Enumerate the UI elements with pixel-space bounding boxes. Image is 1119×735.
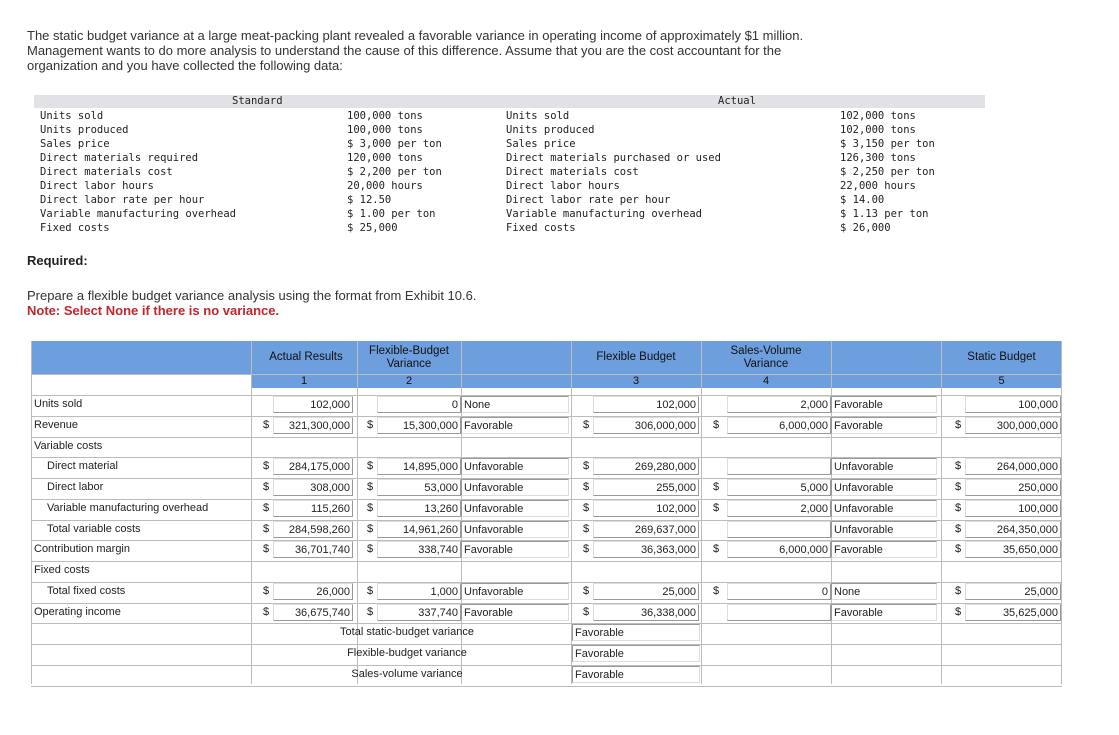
given-data-table [34,95,985,240]
row-label-units_sold: Units sold [34,398,83,410]
col-number-1: 1 [300,375,308,387]
static-input-direct_material[interactable]: 264,000,000 [965,458,1061,475]
data-cell: $ 25,000 [347,222,398,234]
svv-select-tfc[interactable]: None [831,583,937,600]
dollar-sign: $ [367,543,374,555]
actual-input-oi[interactable]: 36,675,740 [273,604,353,621]
dollar-sign: $ [367,523,374,535]
dollar-sign: $ [263,460,270,472]
svv-input-direct_material[interactable] [727,458,831,475]
svv-select-revenue[interactable]: Favorable [831,417,937,434]
summary-select[interactable]: Favorable [572,645,700,662]
svv-input-units_sold[interactable]: 2,000 [727,396,831,413]
data-cell: Direct labor hours [506,180,620,192]
data-cell: $ 2,200 per ton [347,166,442,178]
dollar-sign: $ [955,523,962,535]
svv-select-tvc[interactable]: Unfavorable [831,521,937,538]
fbv-select-direct_material[interactable]: Unfavorable [461,458,569,475]
dollar-sign: $ [583,502,590,514]
header-static-budget: Static Budget [967,351,1036,363]
data-cell: 102,000 tons [840,110,916,122]
data-cell: Variable manufacturing overhead [506,208,702,220]
dollar-sign: $ [955,606,962,618]
header-fbv-line-1: Flexible-Budget [369,345,449,357]
actual-input-units_sold[interactable]: 102,000 [273,396,353,413]
row-label-direct_material: Direct material [47,460,118,472]
row-label-tvc: Total variable costs [47,523,141,535]
dollar-sign: $ [713,585,720,597]
fbv-input-cm[interactable]: 338,740 [377,541,461,558]
data-cell: $ 12.50 [347,194,392,206]
grid-header-bar [31,341,1062,374]
dollar-sign: $ [367,502,374,514]
header-sales-volume-variance [701,345,831,371]
fbv-input-oi[interactable]: 337,740 [377,604,461,621]
row-label-variable_costs: Variable costs [34,440,103,452]
dollar-sign: $ [583,543,590,555]
actual-input-tfc[interactable]: 26,000 [273,583,353,600]
header-actual-results: Actual Results [269,351,343,363]
svv-select-vmo[interactable]: Unfavorable [831,500,937,517]
dollar-sign: $ [955,585,962,597]
svv-select-direct_labor[interactable]: Unfavorable [831,479,937,496]
summary-label: Flexible-budget variance [347,647,467,659]
data-cell: Direct materials cost [506,166,639,178]
grid-vline [251,341,252,684]
col-number-3: 3 [632,375,640,387]
flex-input-direct_material[interactable]: 269,280,000 [593,458,699,475]
svv-input-vmo[interactable]: 2,000 [727,500,831,517]
grid-hline [31,644,1062,645]
grid-vline [941,341,942,684]
fbv-input-vmo[interactable]: 13,260 [377,500,461,517]
header-fbv-line-2: Variance [386,358,432,370]
summary-label: Total static-budget variance [340,626,474,638]
fbv-input-units_sold[interactable]: 0 [377,396,461,413]
grid-vline [31,341,32,684]
svv-input-tfc[interactable]: 0 [727,583,831,600]
svv-input-revenue[interactable]: 6,000,000 [727,417,831,434]
col-number-5: 5 [998,375,1005,387]
fbv-select-oi[interactable]: Favorable [461,604,569,621]
dollar-sign: $ [583,606,590,618]
flex-input-vmo[interactable]: 102,000 [593,500,699,517]
data-cell: Variable manufacturing overhead [40,208,236,220]
dollar-sign: $ [367,606,374,618]
dollar-sign: $ [367,419,374,431]
fbv-input-direct_material[interactable]: 14,895,000 [377,458,461,475]
actual-header: Actual [718,95,756,107]
data-cell: $ 3,000 per ton [347,138,442,150]
data-cell: $ 1.13 per ton [840,208,929,220]
data-cell: Direct materials cost [40,166,173,178]
col-number-4: 4 [762,375,770,387]
standard-values [347,109,442,235]
data-cell: Sales price [506,138,576,150]
given-data-header [34,95,985,108]
data-cell: Direct materials required [40,152,199,164]
fbv-select-units_sold[interactable]: None [461,396,569,413]
data-cell: Direct labor rate per hour [40,194,205,206]
fbv-input-revenue[interactable]: 15,300,000 [377,417,461,434]
data-cell: Sales price [40,138,110,150]
svv-select-units_sold[interactable]: Favorable [831,396,937,413]
fbv-select-tvc[interactable]: Unfavorable [461,521,569,538]
data-cell: $ 26,000 [840,222,891,234]
flex-input-cm[interactable]: 36,363,000 [593,541,699,558]
row-label-fixed_costs: Fixed costs [34,564,90,576]
data-cell: Direct labor hours [40,180,154,192]
grid-hline [31,561,1062,562]
data-cell: Units produced [506,124,595,136]
header-flexible-budget-variance [359,345,459,371]
actual-input-revenue[interactable]: 321,300,000 [273,417,353,434]
dollar-sign: $ [263,419,270,431]
dollar-sign: $ [367,460,374,472]
dollar-sign: $ [263,606,270,618]
static-input-tfc[interactable]: 25,000 [965,583,1061,600]
flex-input-tvc[interactable]: 269,637,000 [593,521,699,538]
data-cell: 22,000 hours [840,180,916,192]
row-label-vmo: Variable manufacturing overhead [47,502,209,514]
fbv-select-cm[interactable]: Favorable [461,541,569,558]
header-flexible-budget: Flexible Budget [596,351,676,363]
actual-input-vmo[interactable]: 115,260 [273,500,353,517]
svv-input-cm[interactable]: 6,000,000 [727,541,831,558]
flex-input-units_sold[interactable]: 102,000 [593,396,699,413]
grid-hline [31,665,1062,666]
dollar-sign: $ [955,543,962,555]
dollar-sign: $ [583,481,590,493]
flex-input-tfc[interactable]: 25,000 [593,583,699,600]
svv-input-direct_labor[interactable]: 5,000 [727,479,831,496]
dollar-sign: $ [263,523,270,535]
data-cell: 126,300 tons [840,152,916,164]
standard-header: Standard [232,95,283,107]
data-cell: Fixed costs [506,222,576,234]
dollar-sign: $ [713,502,720,514]
grid-hline [31,437,1062,438]
instruction-text: Prepare a flexible budget variance analysis using the format from Exhibit 10.6. [27,288,477,303]
summary-select[interactable]: Favorable [572,666,700,683]
row-label-cm: Contribution margin [34,543,130,555]
intro-line-1: The static budget variance at a large meat-packing plant revealed a favorable variance in operating income of approximately $1 million. [27,28,804,43]
static-input-units_sold[interactable]: 100,000 [965,396,1061,413]
dollar-sign: $ [367,585,374,597]
svv-select-direct_material[interactable]: Unfavorable [831,458,937,475]
data-cell: Fixed costs [40,222,110,234]
fbv-input-direct_labor[interactable]: 53,000 [377,479,461,496]
note-text: Note: Select None if there is no variance. [27,303,280,318]
svv-input-oi[interactable] [727,604,831,621]
actual-input-cm[interactable]: 36,701,740 [273,541,353,558]
row-label-oi: Operating income [34,606,121,618]
dollar-sign: $ [955,481,962,493]
data-cell: Units produced [40,124,129,136]
actual-labels [506,109,721,235]
data-cell: $ 14.00 [840,194,885,206]
dollar-sign: $ [263,543,270,555]
fbv-input-tvc[interactable]: 14,961,260 [377,521,461,538]
intro-line-2: Management wants to do more analysis to understand the cause of this difference. Assume that you are the cost accountant for the [27,43,782,58]
flex-input-direct_labor[interactable]: 255,000 [593,479,699,496]
dollar-sign: $ [713,481,720,493]
grid-hline [31,686,1062,687]
actual-values [840,109,935,235]
fbv-select-direct_labor[interactable]: Unfavorable [461,479,569,496]
static-input-vmo[interactable]: 100,000 [965,500,1061,517]
data-cell: 20,000 hours [347,180,423,192]
grid-hline [31,623,1062,624]
data-cell: 100,000 tons [347,110,423,122]
fbv-select-tfc[interactable]: Unfavorable [461,583,569,600]
dollar-sign: $ [583,419,590,431]
svv-select-oi[interactable]: Favorable [831,604,937,621]
grid-vline [701,341,702,684]
dollar-sign: $ [955,419,962,431]
required-heading: Required: [27,253,88,268]
data-cell: $ 1.00 per ton [347,208,436,220]
dollar-sign: $ [263,481,270,493]
variance-analysis-grid [31,341,1062,684]
static-input-revenue[interactable]: 300,000,000 [965,417,1061,434]
data-cell: Direct labor rate per hour [506,194,671,206]
static-input-oi[interactable]: 35,625,000 [965,604,1061,621]
dollar-sign: $ [583,523,590,535]
static-input-cm[interactable]: 35,650,000 [965,541,1061,558]
row-label-direct_labor: Direct labor [47,481,104,493]
dollar-sign: $ [583,585,590,597]
flex-input-revenue[interactable]: 306,000,000 [593,417,699,434]
col-number-2: 2 [405,375,413,387]
actual-input-tvc[interactable]: 284,598,260 [273,521,353,538]
standard-labels [40,109,236,235]
data-cell: 120,000 tons [347,152,423,164]
summary-label: Sales-volume variance [351,668,463,680]
grid-hline [31,374,1062,375]
fbv-select-revenue[interactable]: Favorable [461,417,569,434]
dollar-sign: $ [583,460,590,472]
actual-input-direct_material[interactable]: 284,175,000 [273,458,353,475]
grid-vline [1061,341,1062,684]
dollar-sign: $ [367,481,374,493]
dollar-sign: $ [713,419,720,431]
data-cell: $ 3,150 per ton [840,138,935,150]
summary-select[interactable]: Favorable [572,624,700,641]
dollar-sign: $ [955,460,962,472]
svv-input-tvc[interactable] [727,521,831,538]
header-svv-line-1: Sales-Volume [730,345,802,357]
dollar-sign: $ [713,543,720,555]
row-label-tfc: Total fixed costs [47,585,126,597]
flex-input-oi[interactable]: 36,338,000 [593,604,699,621]
data-cell: Direct materials purchased or used [506,152,721,164]
fbv-input-tfc[interactable]: 1,000 [377,583,461,600]
static-input-direct_labor[interactable]: 250,000 [965,479,1061,496]
dollar-sign: $ [263,502,270,514]
row-label-revenue: Revenue [34,419,79,431]
problem-intro [27,28,877,73]
header-svv-line-2: Variance [743,358,789,370]
dollar-sign: $ [955,502,962,514]
static-input-tvc[interactable]: 264,350,000 [965,521,1061,538]
data-cell: 100,000 tons [347,124,423,136]
actual-input-direct_labor[interactable]: 308,000 [273,479,353,496]
data-cell: $ 2,250 per ton [840,166,935,178]
svv-select-cm[interactable]: Favorable [831,541,937,558]
data-cell: Units sold [506,110,570,122]
fbv-select-vmo[interactable]: Unfavorable [461,500,569,517]
dollar-sign: $ [263,585,270,597]
data-cell: Units sold [40,110,104,122]
intro-line-3: organization and you have collected the following data: [27,58,343,73]
data-cell: 102,000 tons [840,124,916,136]
